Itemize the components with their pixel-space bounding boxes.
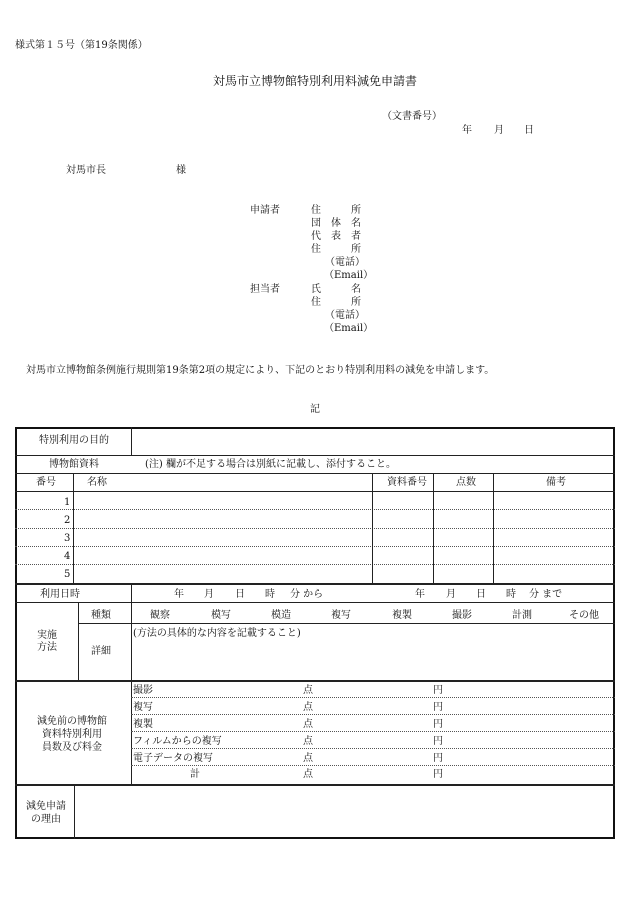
col-header-doc-number: 資料番号 xyxy=(387,477,427,488)
contact-label: 担当者 xyxy=(250,284,280,295)
kind-photography[interactable]: 撮影 xyxy=(452,610,472,621)
fee-unit-5: 点 xyxy=(303,753,313,764)
date-day: 日 xyxy=(524,125,534,136)
fee-yen-2: 円 xyxy=(433,702,443,713)
applicant-representative: 代 表 者 xyxy=(311,231,361,242)
from-minute: 分 から xyxy=(290,589,324,600)
fee-item-film-copy: フィルムからの複写 xyxy=(133,736,222,747)
col-header-number: 番号 xyxy=(36,477,56,488)
kind-reproduction[interactable]: 複製 xyxy=(392,610,412,621)
addressee-name: 対馬市長 xyxy=(66,165,106,176)
applicant-label: 申請者 xyxy=(250,205,280,216)
to-year: 年 xyxy=(415,589,425,600)
to-month: 月 xyxy=(446,589,456,600)
addressee-honorific: 様 xyxy=(176,165,186,176)
application-table xyxy=(15,427,615,839)
contact-address: 住 所 xyxy=(311,297,361,308)
col-header-remarks: 備考 xyxy=(546,477,566,488)
from-day: 日 xyxy=(235,589,245,600)
applicant-email: （Email） xyxy=(324,270,374,281)
fee-item-photography: 撮影 xyxy=(133,685,153,696)
row-number-3: 3 xyxy=(64,533,71,544)
fee-yen-4: 円 xyxy=(433,736,443,747)
applicant-organization: 団 体 名 xyxy=(311,218,361,229)
ki-label: 記 xyxy=(310,404,320,415)
contact-email: （Email） xyxy=(324,323,374,334)
page-title: 対馬市立博物館特別利用料減免申請書 xyxy=(212,74,417,88)
col-header-count: 点数 xyxy=(456,477,476,488)
row-number-4: 4 xyxy=(64,551,71,562)
detail-label: 詳細 xyxy=(91,646,111,657)
fee-item-total: 計 xyxy=(190,769,200,780)
detail-note: (方法の具体的な内容を記載すること) xyxy=(133,628,301,639)
to-hour: 時 xyxy=(506,589,516,600)
to-day: 日 xyxy=(476,589,486,600)
fee-unit-4: 点 xyxy=(303,736,313,747)
statement-text: 対馬市立博物館条例施行規則第19条第2項の規定により、下記のとおり特別利用料の減免を申請します。 xyxy=(26,365,495,376)
fee-item-reproduction: 複製 xyxy=(133,719,153,730)
applicant-address: 住 所 xyxy=(311,205,361,216)
from-year: 年 xyxy=(174,589,184,600)
detail-field[interactable] xyxy=(132,641,613,679)
method-label: 実施 方法 xyxy=(37,630,57,653)
fee-yen-5: 円 xyxy=(433,753,443,764)
document-number-label: （文書番号） xyxy=(382,111,442,122)
row-number-1: 1 xyxy=(64,497,71,508)
fee-item-copy: 複写 xyxy=(133,702,153,713)
fee-unit-2: 点 xyxy=(303,702,313,713)
materials-note: (注) 欄が不足する場合は別紙に記載し、添付すること。 xyxy=(145,459,396,470)
reason-label: 減免申請 の理由 xyxy=(26,801,66,825)
col-header-name: 名称 xyxy=(87,477,107,488)
purpose-label: 特別利用の目的 xyxy=(39,435,109,446)
materials-label: 博物館資料 xyxy=(49,459,99,470)
purpose-field[interactable] xyxy=(132,428,613,454)
fee-unit-3: 点 xyxy=(303,719,313,730)
form-number: 様式第１５号（第19条関係） xyxy=(15,40,148,51)
contact-name: 氏 名 xyxy=(311,284,361,295)
date-month: 月 xyxy=(494,125,504,136)
row-number-5: 5 xyxy=(64,569,71,580)
kind-measurement[interactable]: 計測 xyxy=(512,610,532,621)
date-year: 年 xyxy=(462,125,472,136)
from-hour: 時 xyxy=(265,589,275,600)
kind-copy[interactable]: 複写 xyxy=(331,610,351,621)
kind-replica[interactable]: 模造 xyxy=(271,610,291,621)
contact-phone: （電話） xyxy=(325,310,365,321)
to-minute: 分 まで xyxy=(529,589,563,600)
fee-item-digital-copy: 電子データの複写 xyxy=(133,753,213,764)
kind-tracing[interactable]: 模写 xyxy=(211,610,231,621)
row-number-2: 2 xyxy=(64,515,71,526)
fee-yen-total: 円 xyxy=(433,769,443,780)
applicant-rep-address: 住 所 xyxy=(311,244,361,255)
fee-unit-1: 点 xyxy=(303,685,313,696)
kind-observation[interactable]: 観察 xyxy=(150,610,170,621)
kind-other[interactable]: その他 xyxy=(569,610,599,621)
datetime-label: 利用日時 xyxy=(40,589,80,600)
fee-yen-3: 円 xyxy=(433,719,443,730)
fee-label: 減免前の博物館 資料特別利用 員数及び料金 xyxy=(37,716,107,753)
reason-field[interactable] xyxy=(75,785,613,837)
fee-yen-1: 円 xyxy=(433,685,443,696)
kind-label: 種類 xyxy=(91,610,111,621)
from-month: 月 xyxy=(204,589,214,600)
applicant-phone: （電話） xyxy=(325,257,365,268)
fee-unit-total: 点 xyxy=(303,769,313,780)
